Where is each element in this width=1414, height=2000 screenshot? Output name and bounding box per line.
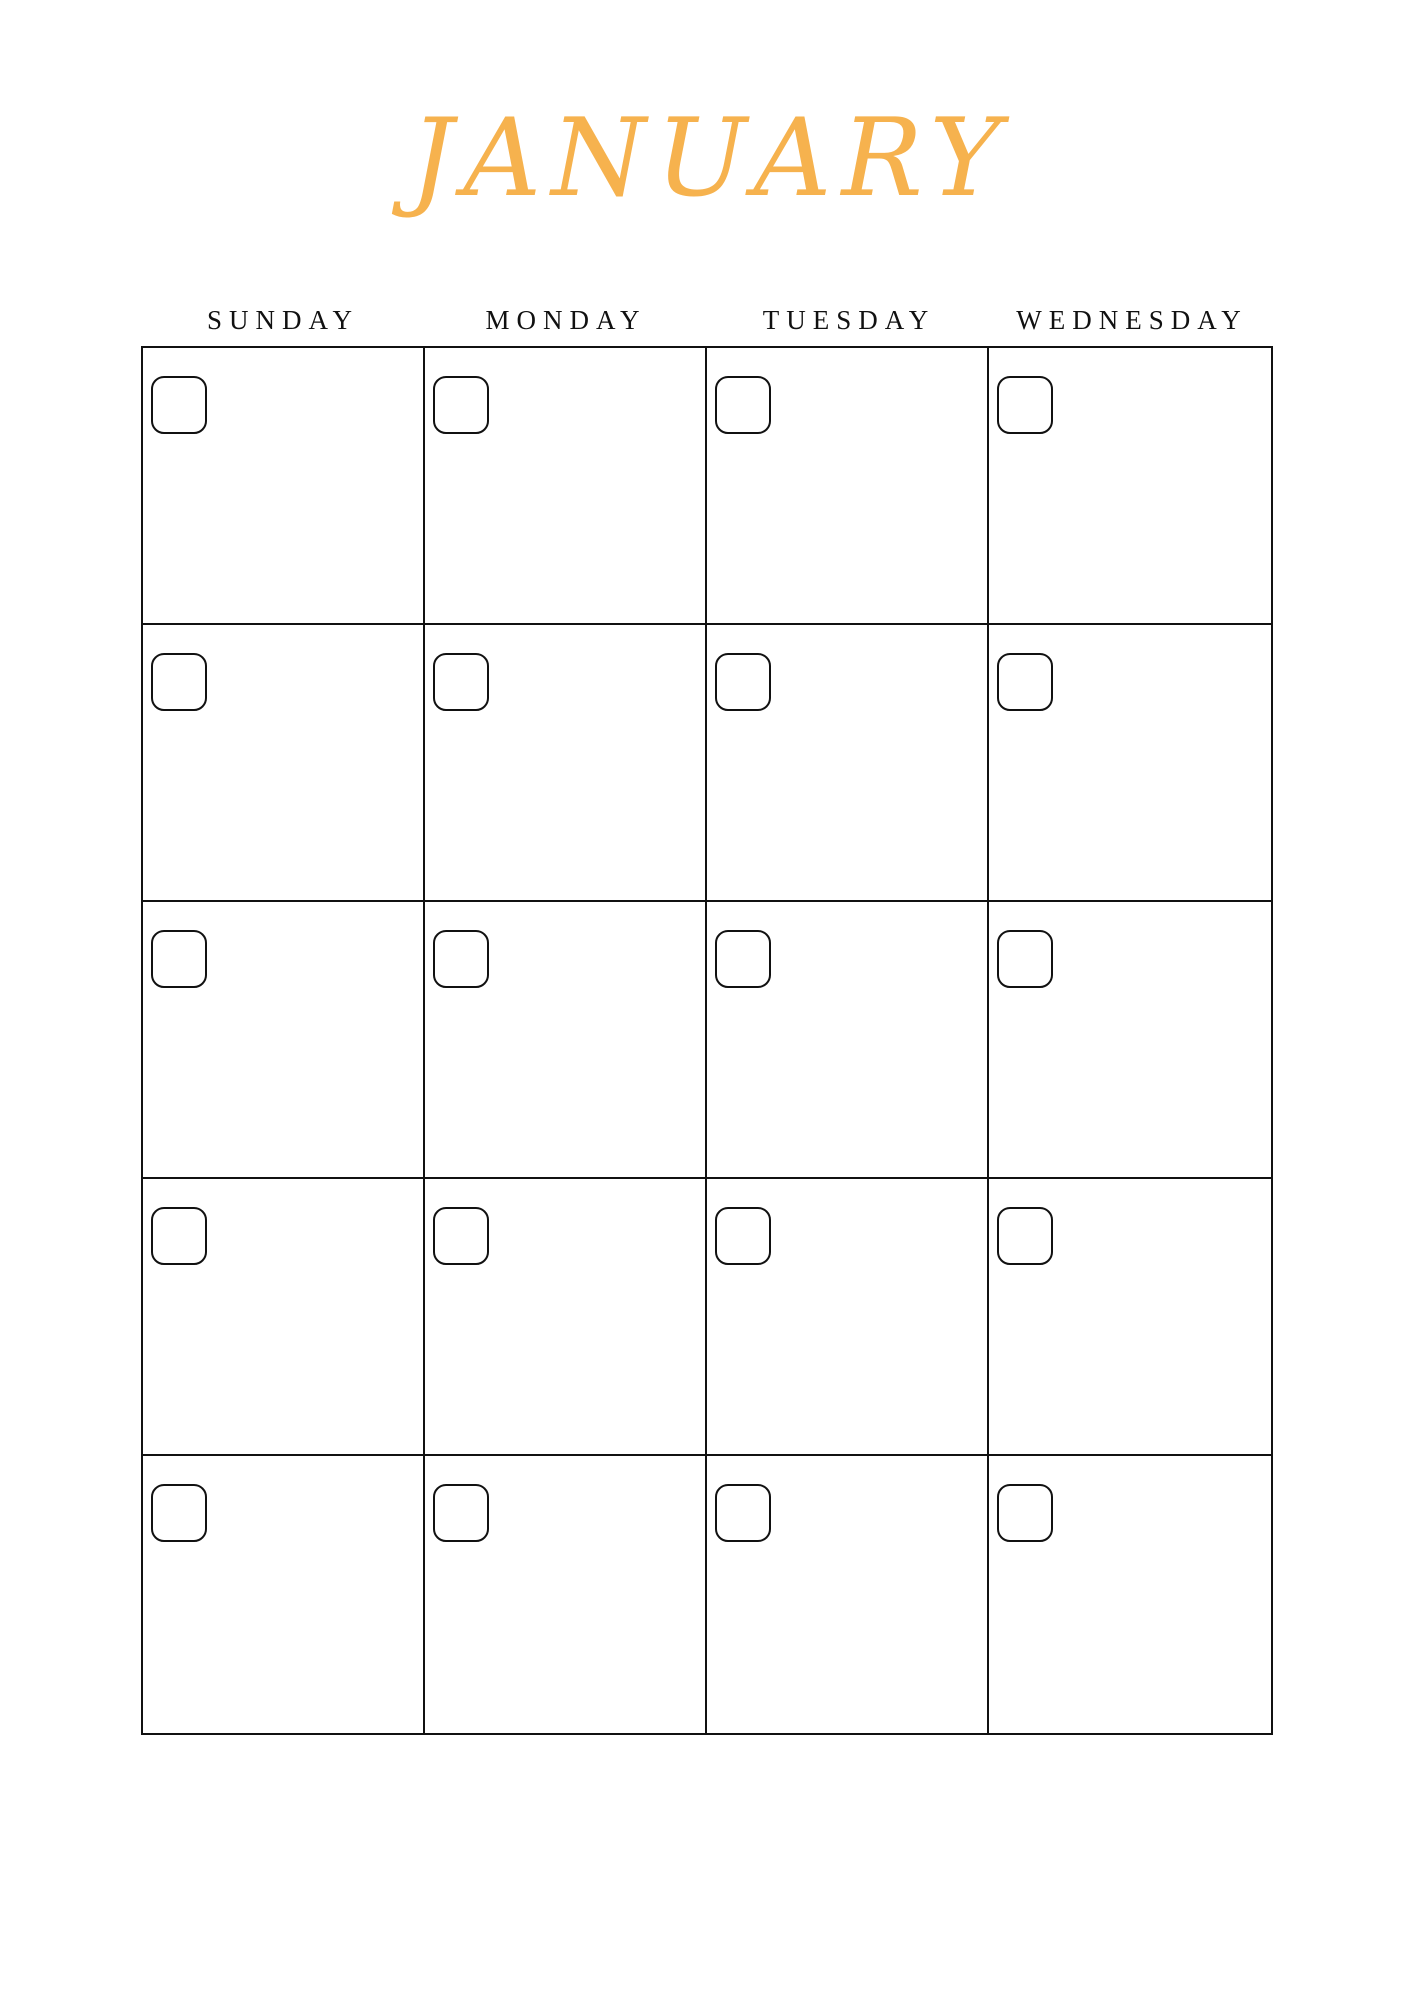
day-cell[interactable] [143,1179,425,1456]
day-cell[interactable] [425,625,707,902]
day-cell[interactable] [989,625,1271,902]
date-number-box[interactable] [151,1207,207,1265]
date-number-box[interactable] [151,376,207,434]
calendar-grid [141,346,1273,1735]
date-number-box[interactable] [997,1484,1053,1542]
day-header-sunday: SUNDAY [206,305,360,335]
day-cell[interactable] [707,1179,989,1456]
day-cell[interactable] [425,902,707,1179]
date-number-box[interactable] [997,376,1053,434]
date-number-box[interactable] [151,653,207,711]
day-cell[interactable] [143,1456,425,1733]
day-cell[interactable] [425,348,707,625]
day-cell[interactable] [989,1456,1271,1733]
date-number-box[interactable] [715,1484,771,1542]
month-title-text: JANUARY [410,96,1011,221]
day-header-monday: MONDAY [485,305,647,335]
day-header-wednesday: WEDNESDAY [1016,305,1248,335]
day-cell[interactable] [989,348,1271,625]
date-number-box[interactable] [433,1207,489,1265]
date-number-box[interactable] [997,930,1053,988]
day-cell[interactable] [989,902,1271,1179]
date-number-box[interactable] [151,930,207,988]
day-cell[interactable] [143,625,425,902]
date-number-box[interactable] [433,1484,489,1542]
date-number-box[interactable] [433,653,489,711]
date-number-box[interactable] [715,376,771,434]
day-cell[interactable] [425,1456,707,1733]
date-number-box[interactable] [715,930,771,988]
day-header-tuesday: TUESDAY [762,305,936,335]
day-cell[interactable] [707,902,989,1179]
day-cell[interactable] [425,1179,707,1456]
date-number-box[interactable] [433,930,489,988]
date-number-box[interactable] [997,653,1053,711]
date-number-box[interactable] [715,1207,771,1265]
date-number-box[interactable] [715,653,771,711]
day-cell[interactable] [143,348,425,625]
day-cell[interactable] [989,1179,1271,1456]
day-cell[interactable] [143,902,425,1179]
day-cell[interactable] [707,348,989,625]
month-title [410,95,1011,225]
date-number-box[interactable] [997,1207,1053,1265]
day-cell[interactable] [707,1456,989,1733]
date-number-box[interactable] [151,1484,207,1542]
day-cell[interactable] [707,625,989,902]
date-number-box[interactable] [433,376,489,434]
